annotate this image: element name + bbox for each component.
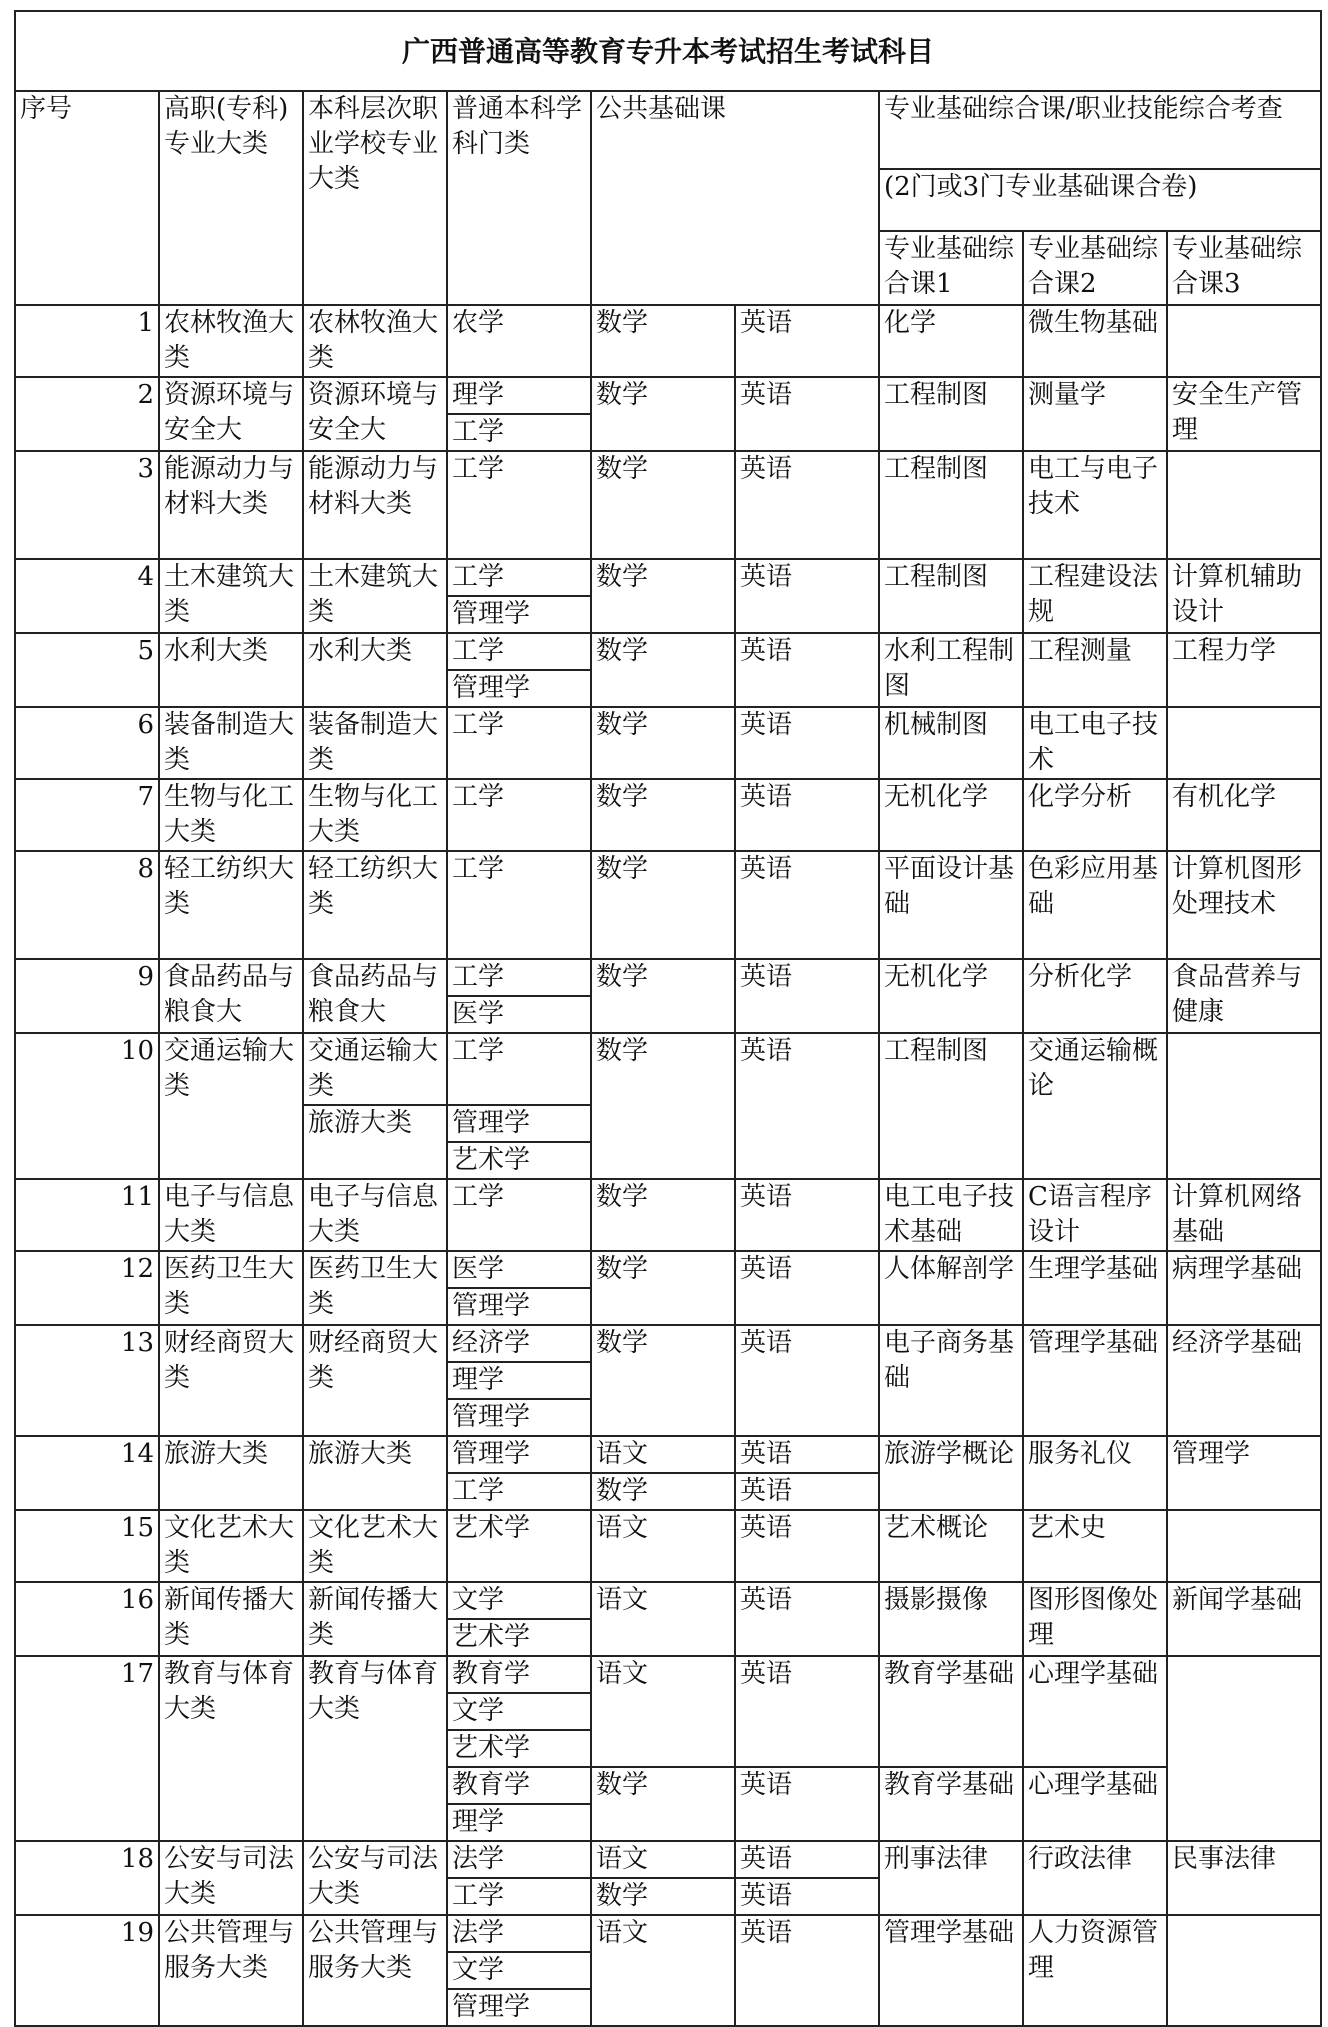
public-subject-2: 英语 (735, 633, 879, 707)
table-row (15, 779, 1321, 815)
header-prof: 专业基础综合课/职业技能综合考查 (879, 91, 1321, 169)
table-row (15, 707, 1321, 743)
discipline: 理学 (447, 1362, 591, 1399)
benke-category: 公共管理与服务大类 (303, 1915, 447, 2026)
header-gaozhi: 高职(专科)专业大类 (159, 91, 303, 305)
prof-course-3: 安全生产管理 (1167, 377, 1321, 451)
discipline: 艺术学 (447, 1730, 591, 1767)
public-subject-1: 数学 (591, 451, 735, 559)
gaozhi-category: 生物与化工大类 (159, 779, 303, 851)
gaozhi-category: 文化艺术大类 (159, 1510, 303, 1582)
gaozhi-category: 电子与信息大类 (159, 1179, 303, 1251)
gaozhi-category: 教育与体育大类 (159, 1656, 303, 1841)
discipline: 农学 (447, 305, 591, 377)
discipline: 艺术学 (447, 1142, 591, 1179)
public-subject-2: 英语 (735, 1033, 879, 1179)
benke-category: 交通运输大类 (303, 1033, 447, 1105)
public-subject-1: 数学 (591, 1325, 735, 1436)
row-number: 7 (15, 779, 159, 851)
table-row (15, 851, 1321, 887)
table-row (15, 1436, 1321, 1473)
public-subject-1: 数学 (591, 633, 735, 707)
prof-course-2: 人力资源管理 (1023, 1915, 1167, 2026)
prof-course-3 (1167, 1033, 1321, 1179)
prof-course-1: 无机化学 (879, 959, 1023, 1033)
discipline: 法学 (447, 1841, 591, 1878)
public-subject-1: 语文 (591, 1915, 735, 2026)
discipline: 文学 (447, 1952, 591, 1989)
prof-course-1: 电工电子技术基础 (879, 1179, 1023, 1251)
prof-course-3 (1167, 707, 1321, 779)
prof-course-1: 管理学基础 (879, 1915, 1023, 2026)
public-subject-1: 数学 (591, 1878, 735, 1915)
discipline: 工学 (447, 414, 591, 451)
prof-course-3: 管理学 (1167, 1436, 1321, 1510)
row-number: 11 (15, 1179, 159, 1251)
row-number: 10 (15, 1033, 159, 1179)
prof-course-1: 刑事法律 (879, 1841, 1023, 1915)
gaozhi-category: 农林牧渔大类 (159, 305, 303, 377)
discipline: 艺术学 (447, 1510, 591, 1582)
gaozhi-category: 装备制造大类 (159, 707, 303, 779)
discipline: 医学 (447, 1251, 591, 1288)
prof-course-1: 水利工程制图 (879, 633, 1023, 707)
public-subject-2: 英语 (735, 1179, 879, 1251)
prof-course-2: 心理学基础 (1023, 1767, 1167, 1841)
table-row (15, 1841, 1321, 1878)
discipline: 理学 (447, 377, 591, 414)
prof-course-2: 微生物基础 (1023, 305, 1167, 377)
public-subject-2: 英语 (735, 305, 879, 377)
row-number: 3 (15, 451, 159, 559)
table-row (15, 959, 1321, 996)
prof-course-3: 民事法律 (1167, 1841, 1321, 1915)
benke-category: 生物与化工大类 (303, 779, 447, 851)
discipline: 工学 (447, 633, 591, 670)
discipline: 管理学 (447, 1288, 591, 1325)
benke-category: 电子与信息大类 (303, 1179, 447, 1251)
table-row (15, 1915, 1321, 1952)
public-subject-2: 英语 (735, 959, 879, 1033)
discipline: 医学 (447, 996, 591, 1033)
gaozhi-category: 土木建筑大类 (159, 559, 303, 633)
prof-course-3: 病理学基础 (1167, 1251, 1321, 1325)
row-number: 18 (15, 1841, 159, 1915)
public-subject-2: 英语 (735, 779, 879, 851)
discipline: 法学 (447, 1915, 591, 1952)
prof-course-2: 电工电子技术 (1023, 707, 1167, 779)
public-subject-1: 数学 (591, 707, 735, 779)
header-c3: 专业基础综合课3 (1167, 231, 1321, 305)
table-row (15, 1179, 1321, 1215)
prof-course-1: 教育学基础 (879, 1656, 1023, 1767)
row-number: 16 (15, 1582, 159, 1656)
public-subject-1: 数学 (591, 779, 735, 851)
prof-course-3: 新闻学基础 (1167, 1582, 1321, 1656)
gaozhi-category: 交通运输大类 (159, 1033, 303, 1179)
benke-category: 新闻传播大类 (303, 1582, 447, 1656)
public-subject-2: 英语 (735, 1582, 879, 1656)
discipline: 管理学 (447, 1436, 591, 1473)
discipline: 管理学 (447, 670, 591, 707)
gaozhi-category: 财经商贸大类 (159, 1325, 303, 1436)
benke-category: 财经商贸大类 (303, 1325, 447, 1436)
prof-course-1: 工程制图 (879, 1033, 1023, 1179)
discipline: 文学 (447, 1582, 591, 1619)
table-body (15, 305, 1321, 2026)
table-title: 广西普通高等教育专升本考试招生考试科目 (15, 11, 1321, 91)
public-subject-1: 数学 (591, 1473, 735, 1510)
discipline: 文学 (447, 1693, 591, 1730)
public-subject-2: 英语 (735, 559, 879, 633)
row-number: 2 (15, 377, 159, 451)
discipline: 工学 (447, 959, 591, 996)
public-subject-1: 语文 (591, 1510, 735, 1582)
public-subject-1: 数学 (591, 1179, 735, 1251)
public-subject-1: 语文 (591, 1582, 735, 1656)
benke-category: 医药卫生大类 (303, 1251, 447, 1325)
prof-course-3: 计算机图形处理技术 (1167, 851, 1321, 959)
public-subject-1: 数学 (591, 1767, 735, 1841)
prof-course-1: 无机化学 (879, 779, 1023, 851)
row-number: 8 (15, 851, 159, 959)
gaozhi-category: 公共管理与服务大类 (159, 1915, 303, 2026)
prof-course-1: 人体解剖学 (879, 1251, 1023, 1325)
prof-course-3: 经济学基础 (1167, 1325, 1321, 1436)
exam-subjects-table (14, 10, 1322, 2027)
gaozhi-category: 新闻传播大类 (159, 1582, 303, 1656)
row-number: 4 (15, 559, 159, 633)
header-public: 公共基础课 (591, 91, 879, 305)
prof-course-1: 摄影摄像 (879, 1582, 1023, 1656)
discipline: 管理学 (447, 1105, 591, 1142)
discipline: 管理学 (447, 1989, 591, 2026)
public-subject-2: 英语 (735, 1767, 879, 1841)
row-number: 15 (15, 1510, 159, 1582)
table-row (15, 451, 1321, 487)
prof-course-1: 工程制图 (879, 559, 1023, 633)
prof-course-1: 旅游学概论 (879, 1436, 1023, 1510)
prof-course-2: 电工与电子技术 (1023, 451, 1167, 559)
public-subject-1: 数学 (591, 305, 735, 377)
prof-course-2: C语言程序设计 (1023, 1179, 1167, 1251)
public-subject-1: 语文 (591, 1436, 735, 1473)
row-number: 17 (15, 1656, 159, 1841)
public-subject-2: 英语 (735, 1878, 879, 1915)
public-subject-2: 英语 (735, 1325, 879, 1436)
public-subject-2: 英语 (735, 451, 879, 559)
prof-course-3: 有机化学 (1167, 779, 1321, 851)
prof-course-1: 化学 (879, 305, 1023, 377)
prof-course-2: 管理学基础 (1023, 1325, 1167, 1436)
benke-category: 旅游大类 (303, 1105, 447, 1179)
gaozhi-category: 资源环境与安全大 (159, 377, 303, 451)
gaozhi-category: 能源动力与材料大类 (159, 451, 303, 559)
prof-course-2: 工程建设法规 (1023, 559, 1167, 633)
public-subject-2: 英语 (735, 1656, 879, 1767)
gaozhi-category: 轻工纺织大类 (159, 851, 303, 959)
prof-course-1: 机械制图 (879, 707, 1023, 779)
discipline: 教育学 (447, 1656, 591, 1693)
benke-category: 公安与司法大类 (303, 1841, 447, 1915)
public-subject-2: 英语 (735, 1510, 879, 1582)
public-subject-2: 英语 (735, 707, 879, 779)
prof-course-2: 工程测量 (1023, 633, 1167, 707)
prof-course-2: 艺术史 (1023, 1510, 1167, 1582)
prof-course-2: 化学分析 (1023, 779, 1167, 851)
prof-course-1: 艺术概论 (879, 1510, 1023, 1582)
public-subject-2: 英语 (735, 1915, 879, 2026)
row-number: 19 (15, 1915, 159, 2026)
discipline: 管理学 (447, 1399, 591, 1436)
prof-course-3: 食品营养与健康 (1167, 959, 1321, 1033)
discipline: 工学 (447, 779, 591, 851)
prof-course-2: 服务礼仪 (1023, 1436, 1167, 1510)
row-number: 1 (15, 305, 159, 377)
prof-course-2: 交通运输概论 (1023, 1033, 1167, 1179)
row-number: 9 (15, 959, 159, 1033)
discipline: 工学 (447, 707, 591, 779)
row-number: 6 (15, 707, 159, 779)
table-row (15, 1033, 1321, 1069)
row-number: 5 (15, 633, 159, 707)
public-subject-1: 数学 (591, 959, 735, 1033)
table-row (15, 1656, 1321, 1693)
discipline: 工学 (447, 851, 591, 959)
prof-course-3 (1167, 1656, 1321, 1841)
benke-category: 能源动力与材料大类 (303, 451, 447, 559)
discipline: 工学 (447, 1473, 591, 1510)
prof-course-2: 图形图像处理 (1023, 1582, 1167, 1656)
gaozhi-category: 食品药品与粮食大 (159, 959, 303, 1033)
benke-category: 轻工纺织大类 (303, 851, 447, 959)
public-subject-2: 英语 (735, 1473, 879, 1510)
prof-course-3 (1167, 1915, 1321, 2026)
public-subject-1: 数学 (591, 377, 735, 451)
table-row (15, 1325, 1321, 1362)
table-row (15, 305, 1321, 341)
gaozhi-category: 公安与司法大类 (159, 1841, 303, 1915)
benke-category: 资源环境与安全大 (303, 377, 447, 451)
public-subject-2: 英语 (735, 851, 879, 959)
prof-course-3: 计算机辅助设计 (1167, 559, 1321, 633)
discipline: 工学 (447, 1179, 591, 1251)
row-number: 14 (15, 1436, 159, 1510)
prof-course-3: 计算机网络基础 (1167, 1179, 1321, 1251)
public-subject-2: 英语 (735, 1436, 879, 1473)
table-row (15, 1510, 1321, 1546)
prof-course-1: 工程制图 (879, 451, 1023, 559)
table-row (15, 1582, 1321, 1619)
table-row (15, 377, 1321, 414)
discipline: 工学 (447, 1033, 591, 1105)
prof-course-2: 心理学基础 (1023, 1656, 1167, 1767)
public-subject-1: 数学 (591, 559, 735, 633)
discipline: 经济学 (447, 1325, 591, 1362)
prof-course-2: 生理学基础 (1023, 1251, 1167, 1325)
benke-category: 农林牧渔大类 (303, 305, 447, 377)
public-subject-1: 语文 (591, 1656, 735, 1767)
public-subject-1: 数学 (591, 1033, 735, 1179)
prof-course-1: 教育学基础 (879, 1767, 1023, 1841)
prof-course-2: 色彩应用基础 (1023, 851, 1167, 959)
prof-course-1: 工程制图 (879, 377, 1023, 451)
prof-course-3 (1167, 1510, 1321, 1582)
prof-course-1: 电子商务基础 (879, 1325, 1023, 1436)
discipline: 管理学 (447, 596, 591, 633)
public-subject-1: 数学 (591, 1251, 735, 1325)
discipline: 教育学 (447, 1767, 591, 1804)
benke-category: 教育与体育大类 (303, 1656, 447, 1841)
row-number: 13 (15, 1325, 159, 1436)
prof-course-2: 行政法律 (1023, 1841, 1167, 1915)
header-prof-note: (2门或3门专业基础课合卷) (879, 169, 1321, 231)
public-subject-2: 英语 (735, 1841, 879, 1878)
gaozhi-category: 旅游大类 (159, 1436, 303, 1510)
table-row (15, 559, 1321, 596)
prof-course-3 (1167, 305, 1321, 377)
header-c2: 专业基础综合课2 (1023, 231, 1167, 305)
gaozhi-category: 水利大类 (159, 633, 303, 707)
header-c1: 专业基础综合课1 (879, 231, 1023, 305)
gaozhi-category: 医药卫生大类 (159, 1251, 303, 1325)
public-subject-1: 语文 (591, 1841, 735, 1878)
benke-category: 土木建筑大类 (303, 559, 447, 633)
row-number: 12 (15, 1251, 159, 1325)
public-subject-2: 英语 (735, 1251, 879, 1325)
discipline: 工学 (447, 559, 591, 596)
benke-category: 旅游大类 (303, 1436, 447, 1510)
benke-category: 水利大类 (303, 633, 447, 707)
table-row (15, 633, 1321, 670)
discipline: 艺术学 (447, 1619, 591, 1656)
header-benke-voc: 本科层次职业学校专业大类 (303, 91, 447, 305)
prof-course-2: 测量学 (1023, 377, 1167, 451)
discipline: 理学 (447, 1804, 591, 1841)
table-row (15, 1251, 1321, 1288)
benke-category: 装备制造大类 (303, 707, 447, 779)
benke-category: 文化艺术大类 (303, 1510, 447, 1582)
prof-course-3: 工程力学 (1167, 633, 1321, 707)
prof-course-3 (1167, 451, 1321, 559)
benke-category: 食品药品与粮食大 (303, 959, 447, 1033)
discipline: 工学 (447, 1878, 591, 1915)
prof-course-2: 分析化学 (1023, 959, 1167, 1033)
public-subject-1: 数学 (591, 851, 735, 959)
header-seq: 序号 (15, 91, 159, 305)
public-subject-2: 英语 (735, 377, 879, 451)
prof-course-1: 平面设计基础 (879, 851, 1023, 959)
header-benke-cat: 普通本科学科门类 (447, 91, 591, 305)
discipline: 工学 (447, 451, 591, 559)
